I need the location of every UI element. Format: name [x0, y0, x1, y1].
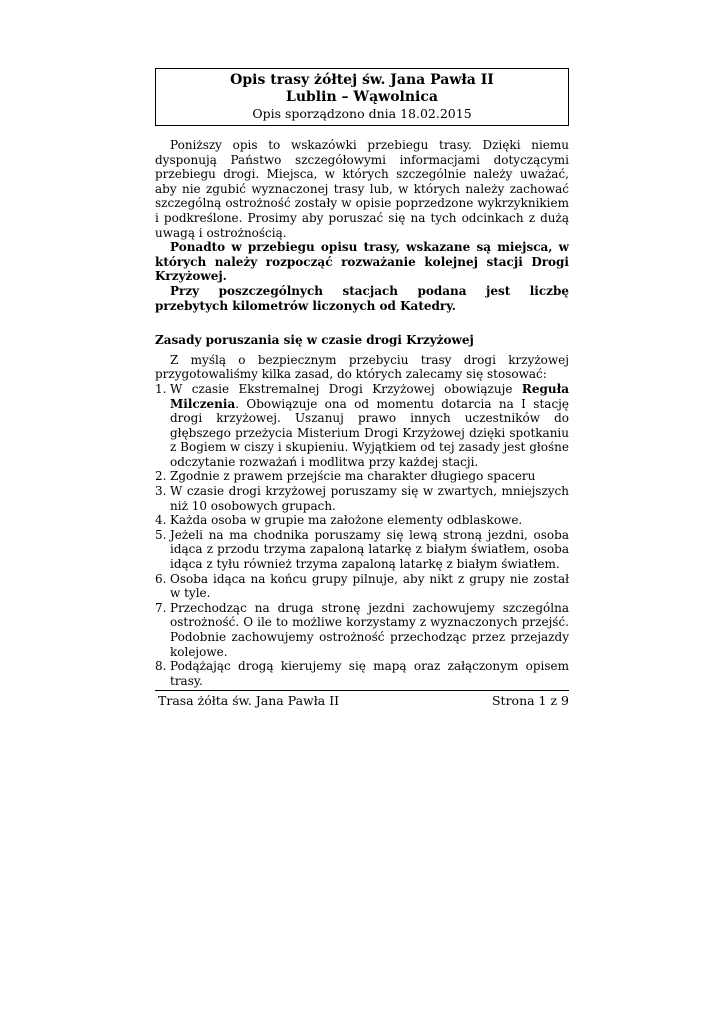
list-item-number: 5. [155, 527, 167, 542]
list-item [155, 571, 569, 601]
main-content [155, 138, 569, 688]
list-item-text: W czasie drogi krzyżowej poruszamy się w zwartych, mniejszych niż 10 osobowych grupach. [170, 484, 569, 513]
footer-divider [155, 690, 569, 691]
list-item-number: 8. [155, 659, 167, 674]
rules-heading: Zasady poruszania się w czasie drogi Krzyżowej [155, 333, 474, 348]
list-item-text: Podążając drogą kierujemy się mapą oraz załączonym opisem trasy. [170, 659, 569, 688]
list-item-text-cont: . Obowiązuje ona od momentu dotarcia na I stację drogi krzyżowej. Uszanuj prawo innych uczestników do głębszego przeżycia Misterium Drogi Krzyżowej dzięki spotkaniu z Bogiem w ciszy i skupieniu. Wyjątkiem od tej zasady jest głośne odczytanie rozważań i modlitwa przy każdej stacji. [170, 396, 569, 469]
title-box [155, 68, 569, 126]
rules-list [155, 382, 569, 688]
list-item-emphasis: Reguła Milczenia [170, 381, 569, 411]
document-title: Opis trasy żółtej św. Jana Pawła II [230, 72, 494, 88]
list-item-text: Osoba idąca na końcu grupy pilnuje, aby nikt z grupy nie został w tyle. [170, 571, 569, 601]
kilometers-note-paragraph: Przy poszczególnych stacjach podana jest liczbę przebytych kilometrów liczonych od Katedry. [155, 283, 569, 313]
route-name: Lublin – Wąwolnica [286, 89, 438, 105]
list-item-text: Zgodnie z prawem przejście ma charakter długiego spaceru [170, 469, 536, 484]
list-item-number: 1. [155, 381, 167, 396]
list-item [155, 659, 569, 688]
list-item-number: 4. [155, 513, 167, 528]
list-item [155, 513, 569, 528]
document-date: Opis sporządzono dnia 18.02.2015 [252, 106, 472, 121]
list-item-number: 2. [155, 469, 167, 484]
list-item-text: Przechodząc na druga stronę jezdni zachowujemy szczególna ostrożność. O ile to możliwe korzystamy z wyznaczonych przejść. Podobnie zachowujemy ostrożność przechodząc przez przejazdy kolejowe. [170, 600, 569, 659]
list-item [155, 527, 569, 572]
rules-intro: Z myślą o bezpiecznym przebyciu trasy drogi krzyżowej przygotowaliśmy kilka zasad, do których zalecamy się stosować: [155, 352, 569, 382]
stations-note-paragraph: Ponadto w przebiegu opisu trasy, wskazane są miejsca, w których należy rozpocząć rozważanie kolejnej stacji Drogi Krzyżowej. [155, 240, 569, 284]
list-item-text: Każda osoba w grupie ma założone elementy odblaskowe. [170, 513, 523, 528]
intro-paragraph: Poniższy opis to wskazówki przebiegu trasy. Dzięki niemu dysponują Państwo szczegółowymi informacjami dotyczącymi przebiegu drogi. Miejsca, w których szczególnie należy uważać, aby nie zgubić wyznaczonej trasy lub, w których należy zachować szczególną ostrożność zostały w opisie poprzedzone wykrzyknikiem i podkreślone. Prosimy aby poruszać się na tych odcinkach z dużą uwagą i ostrożnością. [155, 138, 569, 240]
list-item-number: 7. [155, 600, 167, 615]
list-item-number: 3. [155, 484, 167, 499]
list-item-text: W czasie Ekstremalnej Drogi Krzyżowej obowiązuje [170, 381, 522, 396]
list-item-text: Jeżeli na ma chodnika poruszamy się lewą stroną jezdni, osoba idąca z przodu trzyma zapaloną latarkę z białym światłem, osoba idąca z tyłu również trzyma zapaloną latarkę z białym światłem. [170, 527, 569, 572]
list-item [155, 469, 569, 484]
list-item [155, 600, 569, 659]
footer-title: Trasa żółta św. Jana Pawła II [158, 693, 340, 708]
list-item [155, 381, 569, 470]
page-number: Strona 1 z 9 [491, 693, 569, 708]
list-item-number: 6. [155, 571, 167, 586]
list-item [155, 484, 569, 513]
